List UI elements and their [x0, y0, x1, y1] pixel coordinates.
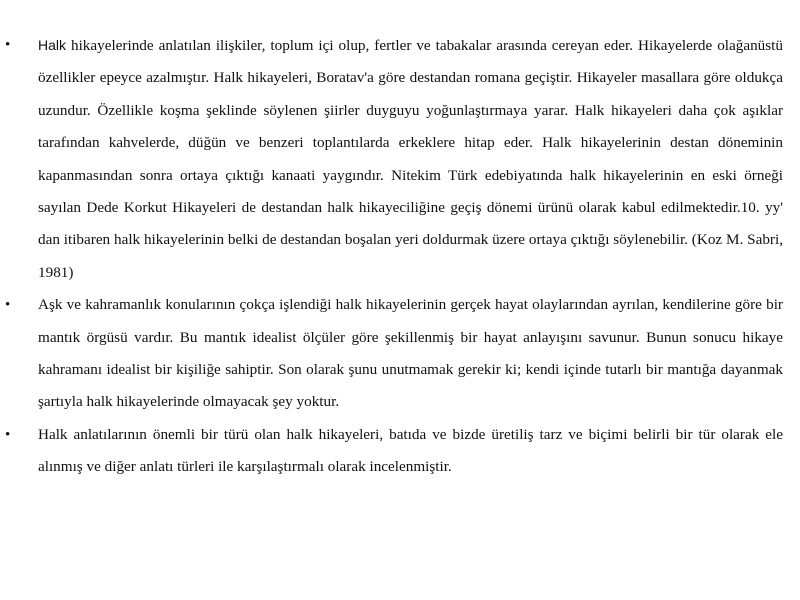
bullet-dot-icon: • — [5, 297, 11, 314]
bullet-dot-icon: • — [5, 37, 11, 53]
bullet-list — [5, 29, 783, 484]
bullet-text: Aşk ve kahramanlık konularının çokça işlendiği halk hikayelerinin gerçek hayat olaylarından ayrılan, kendilerine göre bir mantık örgüsü vardır. Bu mantık idealist ölçüler göre şekillenmiş bir hayat anlayışını savunur. Bunun sonucu hikaye kahramanı idealist bir kişiliğe sahiptir. Son olarak şunu unutmamak gerekir ki; kendi içinde tutarlı bir mantığa dayanmak şartıyla halk hikayelerinde olmayacak şey yoktur. — [38, 296, 783, 411]
bullet-item-2 — [5, 289, 783, 419]
bullet-text: Halk anlatılarının önemli bir türü olan halk hikayeleri, batıda ve bizde üretiliş tarz ve biçimi belirli bir tür olarak ele alınmış ve diğer anlatı türleri ile karşılaştırmalı olarak incelenmiştir. — [38, 425, 783, 476]
bullet-text: hikayelerinde anlatılan ilişkiler, toplum içi olup, fertler ve tabakalar arasında cereyan eder. Hikayelerde olağanüstü özellikler epeyce azalmıştır. Halk hikayeleri, Boratav'a göre destandan romana geçiştir. Hikayeler masallara göre oldukça uzundur. Özellikle koşma şeklinde söylenen şiirler duyguyu yoğunlaştırmaya yarar. Halk hikayeleri daha çok aşıklar tarafından kahvelerde, düğün ve benzeri toplantılarda erkeklere hitap eder. Halk hikayelerinin destan döneminin kapanmasından sonra ortaya çıktığı kanaati yaygındır. Nitekim Türk edebiyatında halk hikayelerinin en eski örneği sayılan Dede Korkut Hikayeleri de destandan halk hikayeciliğine geçiş dönemi ürünü olarak kabul edilmektedir.10. yy' dan itibaren halk hikayelerinin belki de destandan boşalan yeri doldurmak üzere ortaya çıktığı söylenebilir. (Koz M. Sabri, 1981) — [38, 37, 783, 281]
bullet-dot-icon: • — [5, 426, 11, 443]
bullet-item-3 — [5, 419, 783, 484]
bullet-lead-word: Halk — [38, 37, 67, 53]
bullet-item-1 — [5, 29, 783, 289]
